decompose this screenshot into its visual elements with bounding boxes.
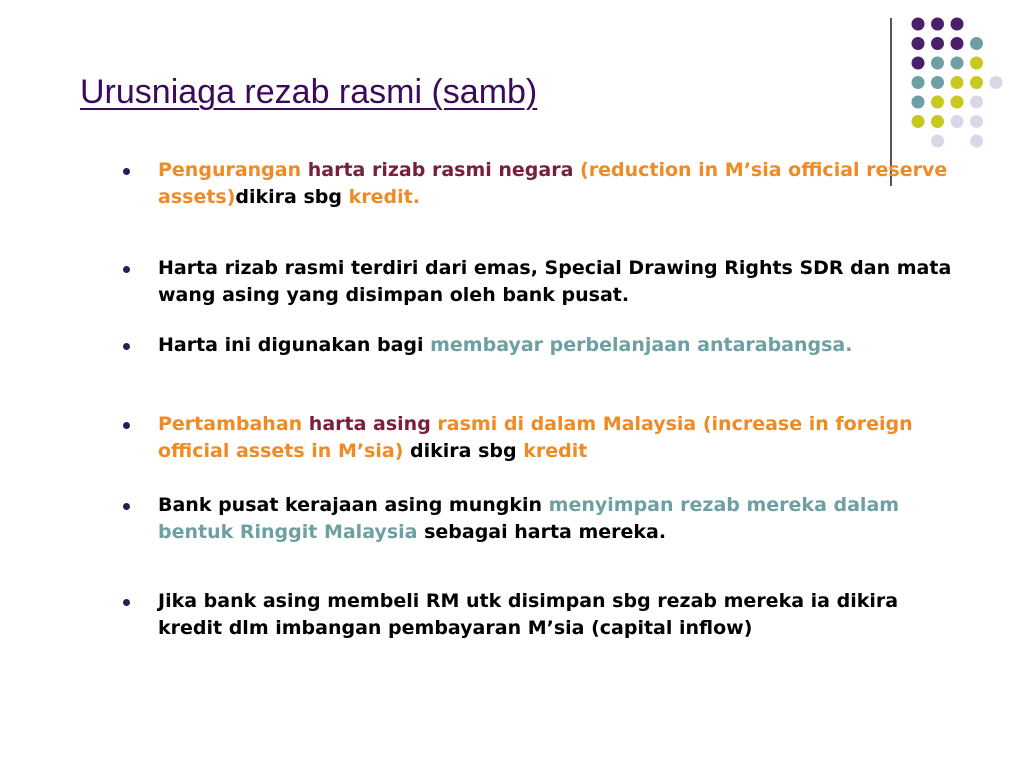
bullet-text-segment: Harta ini digunakan bagi	[158, 334, 431, 356]
bullet-text-segment: Pertambahan	[158, 413, 309, 435]
bullet-text-segment: dikira sbg	[235, 186, 349, 208]
bullet-text-segment: sebagai harta mereka.	[424, 521, 667, 543]
slide-title: Urusniaga rezab rasmi (samb)	[80, 73, 538, 111]
bullet-text-segment: Bank pusat kerajaan asing mungkin	[158, 494, 549, 516]
bullet-item	[158, 492, 958, 546]
bullet-item	[158, 332, 958, 359]
bullet-text-segment: harta asing	[308, 413, 438, 435]
bullet-text-segment: Jika bank asing membeli RM utk disimpan sbg rezab mereka ia dikira kredit dlm imbangan pembayaran M’sia (capital inflow)	[158, 590, 899, 639]
bullet-text-segment: kredit	[523, 440, 588, 462]
bullet-text-segment: membayar perbelanjaan antarabangsa.	[430, 334, 853, 356]
bullet-dot-icon	[123, 599, 130, 606]
bullet-item	[158, 157, 958, 211]
bullet-item	[158, 255, 958, 309]
bullet-dot-icon	[123, 343, 130, 350]
bullet-text-segment: harta rizab rasmi negara	[307, 159, 581, 181]
bullet-text-segment: menyimpan rezab mereka dalam bentuk Ringgit Malaysia	[158, 494, 900, 543]
bullet-text-segment: kredit.	[348, 186, 420, 208]
bullet-text-segment: (reduction in M’sia official reserve assets)	[158, 159, 948, 208]
bullet-dot-icon	[123, 503, 130, 510]
bullet-item	[158, 588, 958, 642]
bullet-dot-icon	[123, 168, 130, 175]
bullet-dot-icon	[123, 266, 130, 273]
bullet-item	[158, 411, 958, 465]
bullet-text-segment: dikira sbg	[410, 440, 524, 462]
bullet-dot-icon	[123, 422, 130, 429]
bullet-text-segment: Harta rizab rasmi terdiri dari emas, Special Drawing Rights SDR dan mata wang asing yang disimpan oleh bank pusat.	[158, 257, 952, 306]
bullet-text-segment: Pengurangan	[158, 159, 308, 181]
bullet-text-segment: rasmi di dalam Malaysia (increase in foreign official assets in M’sia)	[158, 413, 913, 462]
